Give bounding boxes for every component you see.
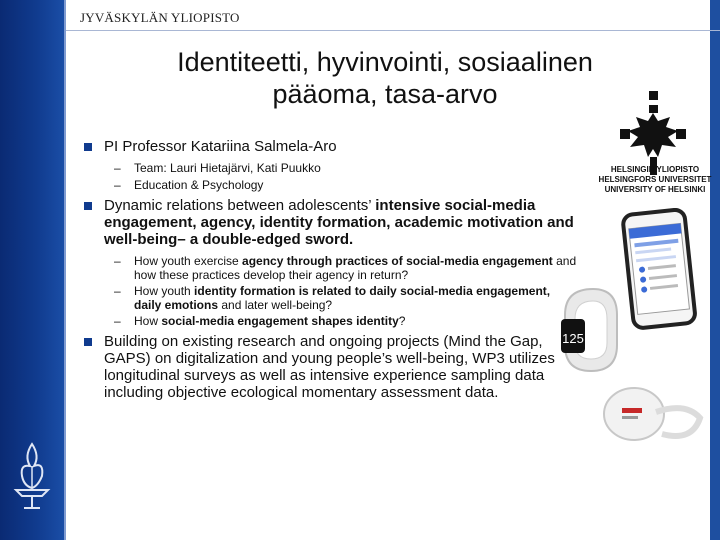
university-name: JYVÄSKYLÄN YLIOPISTO [80, 10, 240, 25]
smartphone-image [618, 208, 700, 330]
slide-title [120, 46, 650, 110]
sub-bullet-team: – Team: Lauri Hietajärvi, Kati Puukko [84, 161, 594, 175]
slide-body [84, 138, 594, 401]
sub-bullet-agency: – How youth exercise agency through practices of social-media engagement and how these practices develop their agency in return? [84, 254, 594, 282]
title-line-2: pääoma, tasa-arvo [272, 79, 498, 109]
sub-bullet-field: – Education & Psychology [84, 178, 594, 192]
bullet-building-on-research: Building on existing research and ongoing projects (Mind the Gap, GAPS) on digitalization and young people’s well-being, WP3 utilizes longitudinal surveys as well as intensive experience sampling data including objective ecological momentary assessment data. [84, 333, 592, 401]
sub-bullet-shapes-identity: – How social-media engagement shapes identity? [84, 314, 594, 328]
flame-emblem-icon [10, 440, 54, 512]
bullet-pi: PI Professor Katariina Salmela-Aro [84, 138, 594, 155]
logo-caption: HELSINGIN YLIOPISTO HELSINGFORS UNIVERSITET UNIVERSITY OF HELSINKI [598, 165, 712, 194]
title-line-1: Identiteetti, hyvinvointi, sosiaalinen [177, 47, 593, 77]
band-display-readout: 125 [562, 331, 584, 346]
header-divider [66, 30, 720, 31]
sensor-device-image [596, 372, 706, 452]
bullet-dynamic-relations: Dynamic relations between adolescents’ intensive social-media engagement, agency, identity formation, academic motivation and well-being– a double-edged sword. [84, 197, 594, 248]
sub-bullet-identity: – How youth identity formation is related to daily social-media engagement, daily emotions and later well-being? [84, 284, 574, 312]
activity-band-image [555, 285, 625, 375]
